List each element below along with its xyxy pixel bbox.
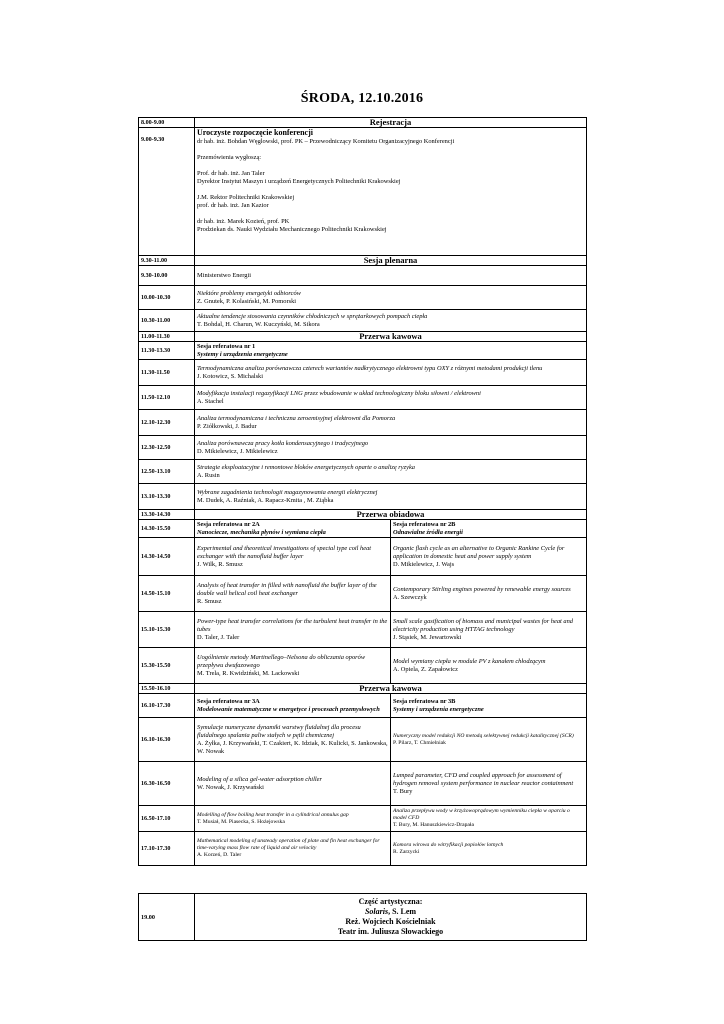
speaker-name: dr hab. inż. Marek Kozień, prof. PK	[197, 218, 290, 225]
talk-title: Contemporary Stirling engines powered by renewable energy sources	[393, 585, 571, 593]
schedule-row	[139, 520, 587, 538]
schedule-row	[139, 510, 587, 520]
schedule-row	[139, 342, 587, 360]
schedule-row	[139, 894, 587, 941]
play-title: Solaris	[364, 907, 389, 916]
talk-title: Model wymiany ciepła w module PV z kanałem chłodzącym	[393, 657, 546, 665]
talk-title: Analiza termodynamiczna i techniczna zeroemisyjnej elektrowni dla Pomorza	[197, 414, 396, 422]
talk-authors: R. Smusz	[197, 597, 222, 605]
talk-cell-a	[195, 806, 391, 832]
talk-authors: M. Trela, R. Kwidziński, M. Lackowski	[197, 669, 300, 677]
talk-authors: T. Musiał, M. Piasecka, S. Hożejowska	[197, 818, 285, 825]
schedule-row	[139, 310, 587, 332]
time-cell: 13.10-13.30	[139, 484, 195, 510]
talk-title: Analysis of heat transfer in filled with nanofluid the buffer layer of the double wall helical coil heat exchanger	[197, 581, 377, 597]
session-topic: Systemy i urządzenia energetyczne	[197, 350, 288, 358]
time-cell: 17.10-17.30	[139, 832, 195, 866]
talk-cell	[195, 360, 587, 386]
speaker-role: Dyrektor Instytut Maszyn i urządzeń Energetycznych Politechniki Krakowskiej	[197, 178, 401, 185]
section-header: Sesja plenarna	[195, 256, 587, 266]
session-name: Sesja referatowa nr 1	[197, 342, 256, 350]
cultural-event-table	[138, 893, 587, 941]
time-cell: 14.50-15.10	[139, 576, 195, 612]
talk-authors: A. Opiela, Z. Zapałowicz	[393, 665, 458, 673]
talk-title: Analiza przepływu wody w krzyżowoprądowym wymienniku ciepła w oparciu o model CFD	[393, 808, 570, 821]
talk-authors: W. Nowak, J. Krzywański	[197, 783, 264, 791]
talk-authors: A. Żyłka, J. Krzywański, T. Czakiert, K. Idziak, K. Kulicki, S. Jankowska, W. Nowak	[197, 739, 388, 755]
talk-authors: J. Kotowicz, S. Michalski	[197, 372, 264, 380]
section-header: Przerwa kawowa	[195, 332, 587, 342]
talk-title: Wybrane zagadnienia technologii magazynowania energii elektrycznej	[197, 488, 378, 496]
schedule-row	[139, 128, 587, 256]
time-cell: 10.00-10.30	[139, 286, 195, 310]
talk-cell-a	[195, 648, 391, 684]
talk-title: Experimental and theoretical investigations of special type coil heat exchanger with the nanofluid buffer layer	[197, 544, 372, 560]
talk-authors: J. Wilk, R. Smusz	[197, 560, 243, 568]
talk-cell-b	[391, 806, 587, 832]
time-cell: 14.30-15.50	[139, 520, 195, 538]
session-name: Sesja referatowa nr 2B	[393, 520, 456, 528]
schedule-row	[139, 832, 587, 866]
chair-line: dr hab. inż. Bohdan Węglowski, prof. PK – Przewodniczący Komitetu Organizacyjnego Konferencji	[197, 138, 455, 145]
schedule-row	[139, 286, 587, 310]
session-topic: Nanociecze, mechanika płynów i wymiana ciepła	[197, 528, 326, 536]
greetings-label: Przemówienia wygłoszą:	[197, 154, 262, 161]
talk-authors: P. Pilarz, T. Chmielniak	[393, 739, 446, 746]
talk-title: Numeryczny model redukcji NO metodą selektywnej redukcji katalitycznej (SCR)	[393, 732, 574, 739]
talk-authors: Ministerstwo Energii	[197, 271, 252, 279]
time-cell: 15.50-16.10	[139, 684, 195, 694]
speaker-name: Prof. dr hab. inż. Jan Taler	[197, 170, 265, 177]
talk-cell-a	[195, 576, 391, 612]
time-cell: 19.00	[139, 894, 195, 941]
schedule-row	[139, 718, 587, 762]
schedule-row	[139, 410, 587, 436]
talk-cell-b	[391, 612, 587, 648]
talk-authors: M. Dudek, A. Raźniak, A. Rapacz-Kmita , M. Ziąbka	[197, 496, 334, 504]
talk-cell-a	[195, 762, 391, 806]
schedule-row	[139, 694, 587, 718]
talk-title: Strategie eksploatacyjne i remontowe bloków energetycznych oparte o analizę ryzyka	[197, 463, 415, 471]
schedule-row	[139, 436, 587, 460]
session-cell-b	[391, 520, 587, 538]
talk-authors: T. Bury, M. Hanuszkiewicz-Drapała	[393, 822, 474, 828]
talk-authors: P. Ziółkowski, J. Badur	[197, 422, 257, 430]
talk-authors: T. Bohdal, H. Charun, W. Kuczyński, M. Sikora	[197, 320, 320, 328]
schedule-row	[139, 484, 587, 510]
talk-authors: A. Stachel	[197, 397, 224, 405]
time-cell: 16.10-16.30	[139, 718, 195, 762]
time-cell: 15.10-15.30	[139, 612, 195, 648]
section-header: Przerwa kawowa	[195, 684, 587, 694]
schedule-row	[139, 266, 587, 286]
time-cell: 11.30-11.50	[139, 360, 195, 386]
time-cell: 11.50-12.10	[139, 386, 195, 410]
time-label: 9.00-9.30	[141, 137, 165, 143]
time-cell: 12.50-13.10	[139, 460, 195, 484]
talk-title: Small scale gasification of biomass and municipal wastes for heat and electricity production using HTTAG technology	[393, 617, 573, 633]
time-cell: 16.30-16.50	[139, 762, 195, 806]
schedule-row	[139, 460, 587, 484]
talk-cell-b	[391, 718, 587, 762]
schedule-row	[139, 118, 587, 128]
speaker-role: J.M. Rektor Politechniki Krakowskiej	[197, 194, 295, 201]
talk-cell-a	[195, 538, 391, 576]
cultural-heading: Część artystyczna:	[358, 897, 423, 906]
section-header: Rejestracja	[195, 118, 587, 128]
time-cell: 16.10-17.30	[139, 694, 195, 718]
talk-cell-b	[391, 538, 587, 576]
session-topic: Odnawialne źródła energii	[393, 528, 463, 536]
talk-authors: J. Stąsiek, M. Jewartowski	[393, 633, 462, 641]
session-name: Sesja referatowa nr 3A	[197, 697, 260, 705]
schedule-row	[139, 806, 587, 832]
schedule-row	[139, 612, 587, 648]
talk-title: Modelling of flow boiling heat transfer in a cylindrical annulus gap	[197, 811, 349, 818]
talk-title: Lumped parameter, CFD and coupled approach for assessment of hydrogen removal system performance in nuclear reactor containment	[393, 771, 574, 787]
talk-authors: D. Taler, J. Taler	[197, 633, 240, 641]
talk-cell	[195, 460, 587, 484]
section-header: Przerwa obiadowa	[195, 510, 587, 520]
schedule-row	[139, 332, 587, 342]
opening-cell	[195, 128, 587, 256]
time-cell	[139, 128, 195, 256]
schedule-row	[139, 256, 587, 266]
time-cell: 11.30-13.30	[139, 342, 195, 360]
director-line: Reż. Wojciech Kościelniak	[345, 917, 436, 926]
time-cell: 9.30-10.00	[139, 266, 195, 286]
talk-cell-b	[391, 576, 587, 612]
time-cell: 10.30-11.00	[139, 310, 195, 332]
talk-authors: A. Rusin	[197, 471, 220, 479]
talk-title: Modyfikacja instalacji regazyfikacji LNG przez wbudowanie w układ technologiczny bloku siłowni / elektrowni	[197, 389, 481, 397]
time-cell: 12.30-12.50	[139, 436, 195, 460]
schedule-row	[139, 684, 587, 694]
session-cell-a	[195, 694, 391, 718]
talk-cell	[195, 436, 587, 460]
page-title: ŚRODA, 12.10.2016	[300, 91, 424, 106]
session-topic: Modelowanie matematyczne w energetyce i procesach przemysłowych	[197, 705, 380, 713]
cultural-event-cell	[195, 894, 587, 941]
session-name: Sesja referatowa nr 2A	[197, 520, 260, 528]
talk-title: Komora wirowa do witryfikacji popiołów lotnych	[393, 841, 504, 848]
speaker-name: prof. dr hab. inż. Jan Kazior	[197, 202, 269, 209]
time-cell: 13.30-14.30	[139, 510, 195, 520]
talk-cell-a	[195, 832, 391, 866]
session-cell-a	[195, 520, 391, 538]
talk-cell-b	[391, 762, 587, 806]
talk-title: Aktualne tendencje stosowania czynników chłodniczych w sprężarkowych pompach ciepła	[197, 312, 428, 320]
talk-cell-a	[195, 718, 391, 762]
play-author: , S. Lem	[388, 907, 417, 916]
talk-title: Uogólnienie metody Martinellego–Nelsona do obliczania oporów przepływu dwufazowego	[197, 653, 366, 669]
schedule-row	[139, 648, 587, 684]
schedule-row	[139, 360, 587, 386]
time-cell: 15.30-15.50	[139, 648, 195, 684]
session-cell	[195, 342, 587, 360]
talk-authors: D. Mikielewicz, J. Mikielewicz	[197, 447, 278, 455]
session-name: Sesja referatowa nr 3B	[393, 697, 456, 705]
talk-cell	[195, 484, 587, 510]
time-cell: 11.00-11.30	[139, 332, 195, 342]
talk-authors: Z. Gnutek, P. Kolasiński, M. Pomorski	[197, 297, 297, 305]
schedule-table	[138, 117, 587, 866]
schedule-row	[139, 576, 587, 612]
time-cell: 9.30-11.00	[139, 256, 195, 266]
talk-authors: T. Bury	[393, 787, 413, 795]
schedule-row	[139, 762, 587, 806]
time-cell: 12.10-12.30	[139, 410, 195, 436]
schedule-row	[139, 538, 587, 576]
talk-title: Mathematical modeling of unsteady operation of plate and fin heat exchanger for time-varying mass flow rate of liquid and air velocity	[197, 838, 380, 851]
schedule-row	[139, 386, 587, 410]
talk-cell-b	[391, 832, 587, 866]
theatre-line: Teatr im. Juliusza Słowackiego	[337, 927, 444, 936]
talk-authors: A. Szewczyk	[393, 593, 427, 601]
opening-heading: Uroczyste rozpoczęcie konferencji	[197, 128, 313, 137]
talk-cell-b	[391, 648, 587, 684]
talk-title: Power-type heat transfer correlations for the turbulent heat transfer in the tubes	[197, 617, 388, 633]
talk-title: Niektóre problemy energetyki odbiorców	[197, 289, 301, 297]
talk-title: Termodynamiczna analiza porównawcza czterech wariantów nadkrytycznego elektrowni typu OXY z różnymi metodami produkcji tlenu	[197, 364, 543, 372]
time-cell: 14.30-14.50	[139, 538, 195, 576]
time-cell: 16.50-17.10	[139, 806, 195, 832]
talk-cell	[195, 410, 587, 436]
talk-title: Analiza porównawcza pracy kotła kondensacyjnego i tradycyjnego	[197, 439, 369, 447]
talk-authors: A. Korzeń, D. Taler	[197, 852, 242, 858]
talk-authors: D. Mikielewicz, J. Wajs	[393, 560, 455, 568]
talk-cell	[195, 386, 587, 410]
talk-cell-a	[195, 612, 391, 648]
talk-title: Symulacje numeryczne dynamiki warstwy fluidalnej dla procesu fluidalnego spalania paliw stałych w pętli chemicznej	[197, 723, 361, 739]
session-cell-b	[391, 694, 587, 718]
session-topic: Systemy i urządzenia energetyczne	[393, 705, 484, 713]
talk-title: Organic flash cycle as an alternative to Organic Rankine Cycle for application in domestic heat and power supply system	[393, 544, 565, 560]
time-cell: 8.00-9.00	[139, 118, 195, 128]
talk-cell	[195, 266, 587, 286]
talk-authors: R. Zarzycki	[393, 848, 420, 855]
talk-cell	[195, 286, 587, 310]
talk-title: Modeling of a silica gel-water adsorption chiller	[197, 775, 322, 783]
talk-cell	[195, 310, 587, 332]
speaker-role: Prodziekan ds. Nauki Wydziału Mechanicznego Politechniki Krakowskiej	[197, 226, 387, 233]
